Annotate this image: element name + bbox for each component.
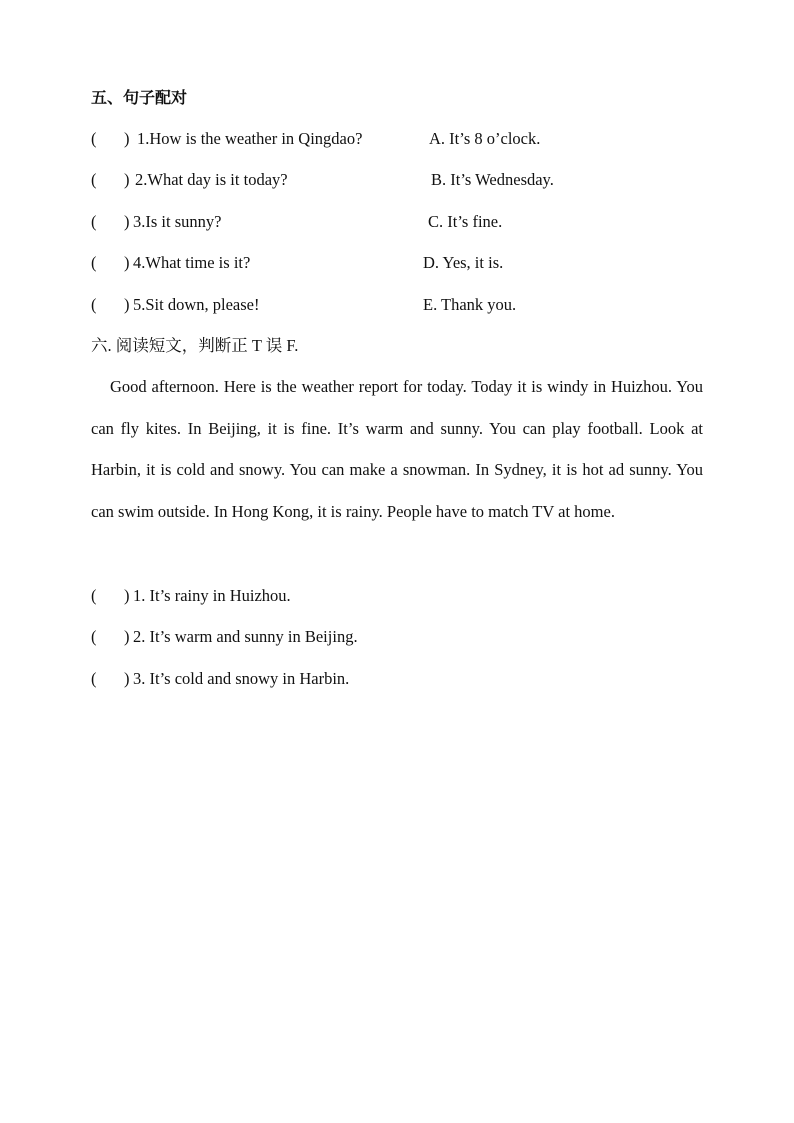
matching-question: 5.Sit down, please! <box>133 295 260 314</box>
matching-answer: A. It’s 8 o’clock. <box>429 129 541 148</box>
reading-passage: Good afternoon. Here is the weather report for today. Today it is windy in Huizhou. You can fly kites. In Beijing, it is fine. It’s warm and sunny. You can play football. Look at Harbin, it is cold and snowy. You can make a snowman. In Sydney, it is hot ad sunny. You can swim outside. In Hong Kong, it is rainy. People have to match TV at home. <box>91 377 703 521</box>
section5-title: 五、句子配对 <box>91 88 188 107</box>
matching-question: 4.What time is it? <box>133 253 251 272</box>
matching-answer: B. It’s Wednesday. <box>431 170 554 189</box>
matching-question: 3.Is it sunny? <box>133 212 222 231</box>
judgement-statement: 1. It’s rainy in Huizhou. <box>133 586 291 605</box>
judgement-statement: 3. It’s cold and snowy in Harbin. <box>133 669 350 688</box>
matching-answer: E. Thank you. <box>423 295 517 314</box>
matching-answer: C. It’s fine. <box>428 212 503 231</box>
matching-question: 2.What day is it today? <box>135 170 288 189</box>
worksheet-page: 五、句子配对 ( ) 1.How is the weather in Qingdao? A. It’s 8 o’clock. ( ) 2.What day is it today? B. It’s Wednesday. ( ) 3.Is it sunny? C. It’s fine. ( ) 4.What time is it? D. Yes, it is. ( ) 5.Sit down, please! E. Thank you. 六. 阅读短文，判断正 T 误 F. Good afternoon. Here is the weather report for today. Today it is windy in Huizhou. You can fly kites. In Beijing, it is fine. It’s warm and sunny. You can play football. Look at Harbin, it is cold and snowy. You can make a snowman. In Sydney, it is hot ad sunny. You can swim outside. In Hong Kong, it is rainy. People have to match TV at home. ( ) 1. It’s rainy in Huizhou. ( ) 2. It’s warm and sunny in Beijing. ( ) 3. It’s cold and snowy in Harbin. <box>0 0 794 1123</box>
matching-answer: D. Yes, it is. <box>423 253 504 272</box>
judgement-statement: 2. It’s warm and sunny in Beijing. <box>133 627 358 646</box>
section6-title: 六. 阅读短文，判断正 T 误 F. <box>91 336 299 355</box>
matching-question: 1.How is the weather in Qingdao? <box>137 129 363 148</box>
